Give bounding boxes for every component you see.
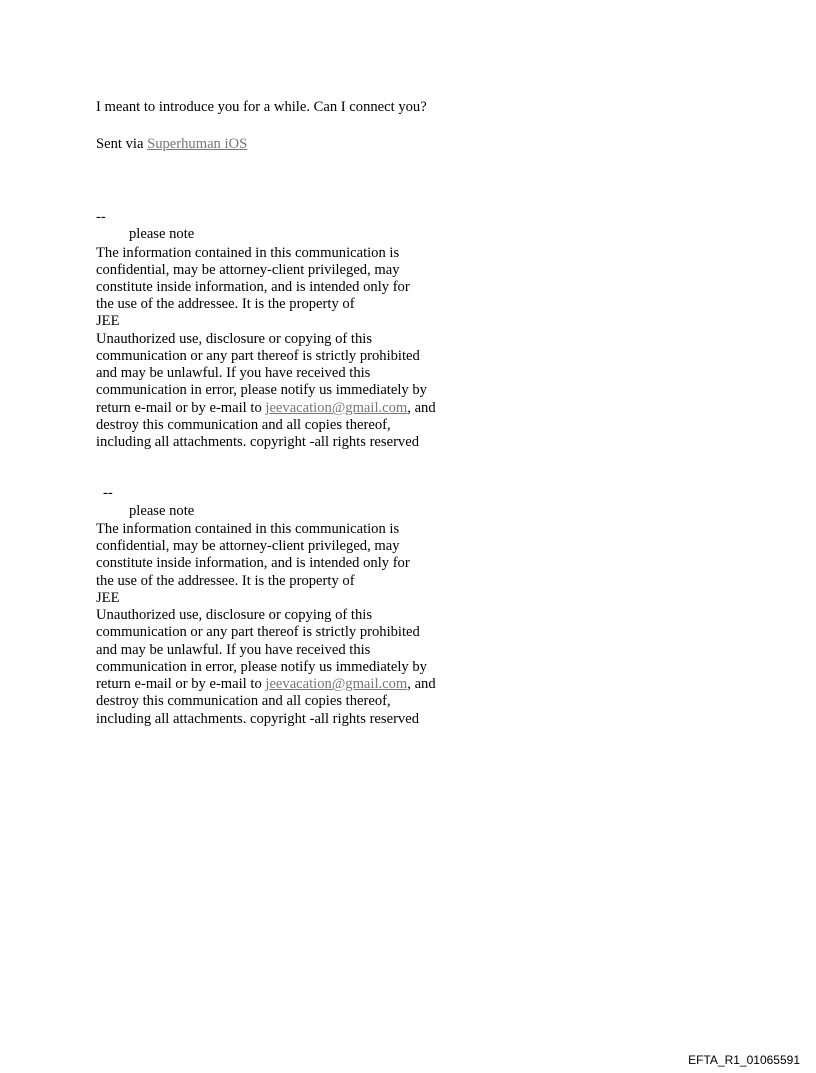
notice-line: constitute inside information, and is intended only for — [96, 279, 410, 295]
signature-separator: -- — [103, 485, 113, 501]
notice-line: destroy this communication and all copies thereof, — [96, 693, 391, 709]
notice-line: The information contained in this communication is — [96, 521, 400, 537]
notify-suffix: , and — [407, 676, 436, 692]
notice-line: confidential, may be attorney-client privileged, may — [96, 262, 400, 278]
notice-line: destroy this communication and all copies thereof, — [96, 417, 391, 433]
notice-line: constitute inside information, and is intended only for — [96, 555, 410, 571]
message-body: I meant to introduce you for a while. Can I connect you? — [96, 99, 427, 115]
email-link[interactable]: jeevacation@gmail.com — [265, 676, 408, 692]
sent-via-line — [96, 136, 247, 153]
notice-heading: please note — [129, 503, 195, 519]
notice-line: Unauthorized use, disclosure or copying of this — [96, 331, 373, 347]
document-id: EFTA_R1_01065591 — [688, 1053, 800, 1067]
notice-line: including all attachments. copyright -all rights reserved — [96, 711, 419, 727]
notify-suffix: , and — [407, 400, 436, 416]
notice-notify-line — [96, 676, 436, 693]
notify-prefix: return e-mail or by e-mail to — [96, 400, 266, 416]
email-link[interactable]: jeevacation@gmail.com — [265, 400, 408, 416]
notice-notify-line — [96, 400, 436, 417]
notice-line: The information contained in this communication is — [96, 245, 400, 261]
superhuman-ios-link[interactable]: Superhuman iOS — [147, 136, 248, 152]
notice-line: communication or any part thereof is strictly prohibited — [96, 348, 420, 364]
notice-line: the use of the addressee. It is the property of — [96, 573, 355, 589]
notice-line: communication in error, please notify us immediately by — [96, 659, 427, 675]
notice-line: communication or any part thereof is strictly prohibited — [96, 624, 420, 640]
notice-line: and may be unlawful. If you have received this — [96, 365, 371, 381]
notice-heading: please note — [129, 226, 195, 242]
notice-line: JEE — [96, 313, 120, 329]
notice-line: Unauthorized use, disclosure or copying of this — [96, 607, 373, 623]
sent-via-prefix: Sent via — [96, 136, 148, 152]
notice-line: JEE — [96, 590, 120, 606]
notice-line: the use of the addressee. It is the property of — [96, 296, 355, 312]
notice-line: communication in error, please notify us immediately by — [96, 382, 427, 398]
notice-line: including all attachments. copyright -all rights reserved — [96, 434, 419, 450]
notify-prefix: return e-mail or by e-mail to — [96, 676, 266, 692]
signature-separator: -- — [96, 209, 106, 225]
notice-line: and may be unlawful. If you have received this — [96, 642, 371, 658]
notice-line: confidential, may be attorney-client privileged, may — [96, 538, 400, 554]
